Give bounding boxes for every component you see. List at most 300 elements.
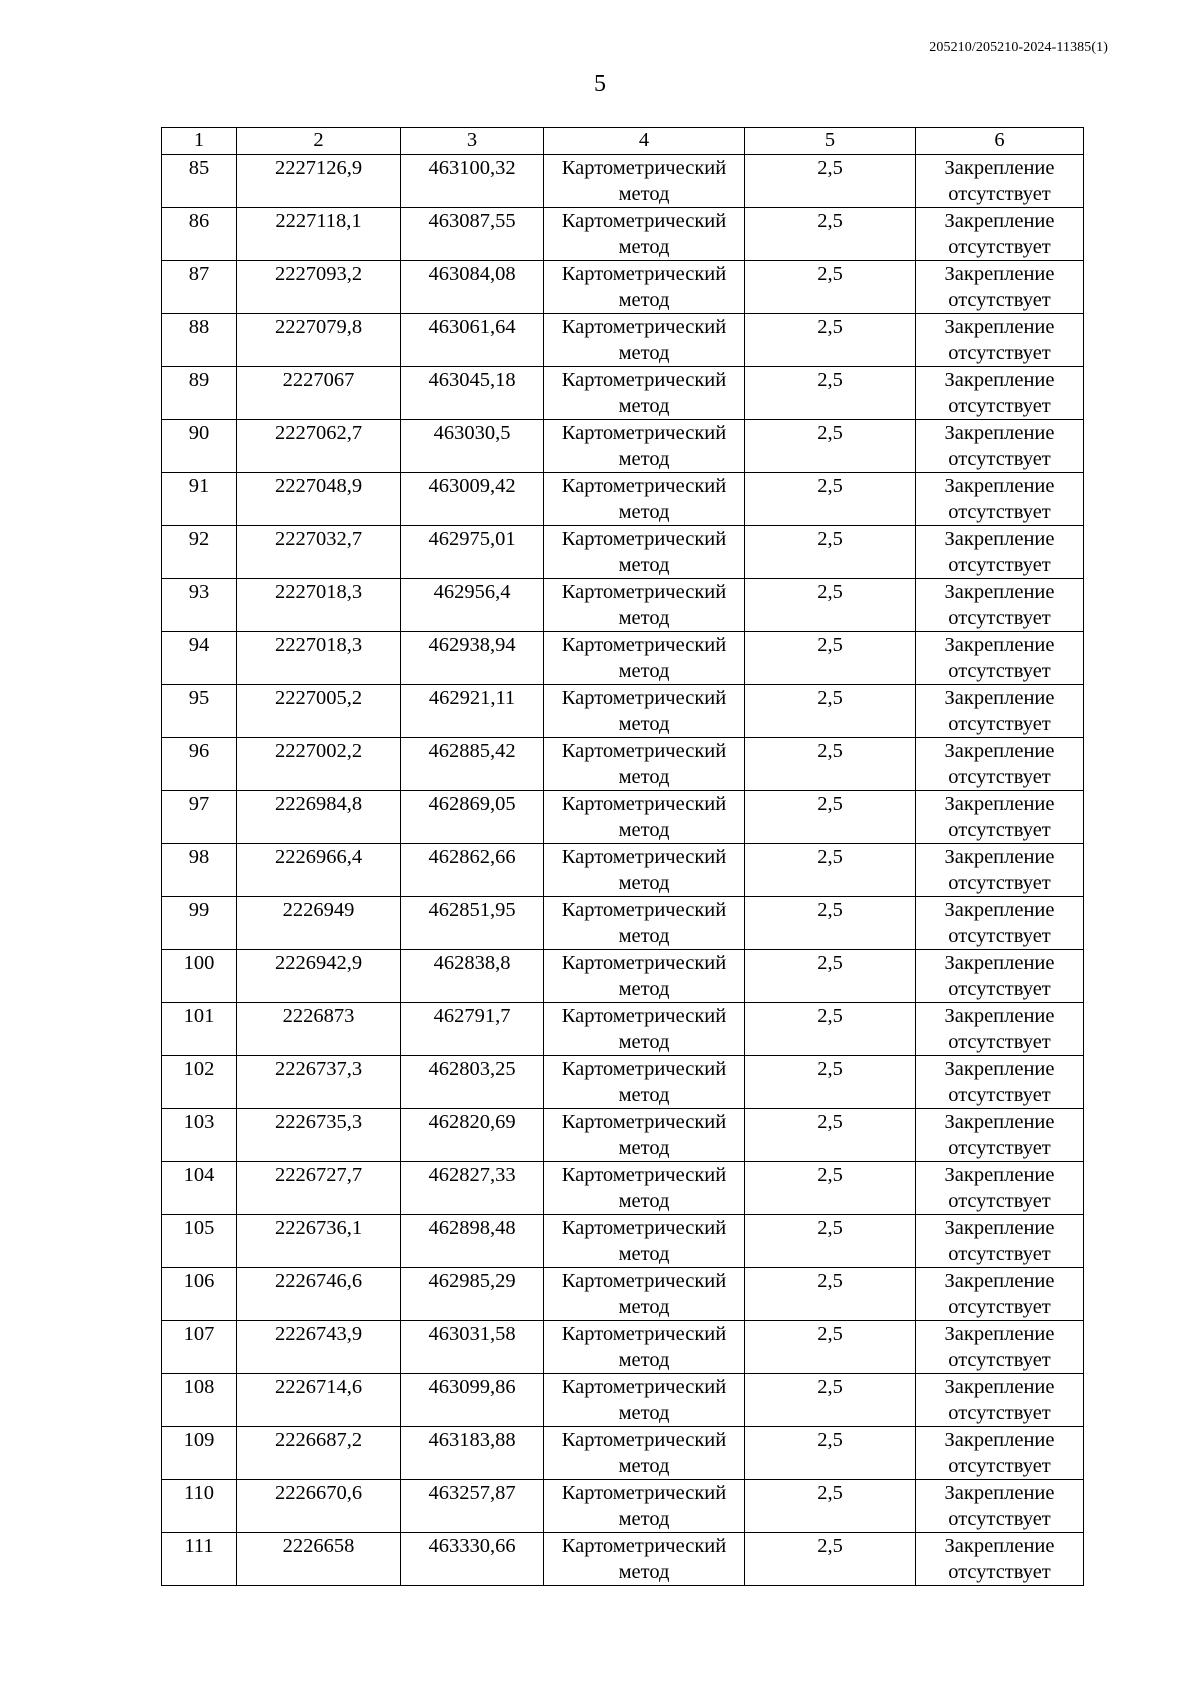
point-number-cell-text: 92	[188, 528, 210, 550]
fixing-description-cell-text: Закрепление отсутствует	[944, 1005, 1055, 1053]
y-coordinate-cell-text: 462803,25	[428, 1058, 516, 1080]
accuracy-cell-text: 2,5	[817, 581, 843, 603]
y-coordinate-cell	[401, 1427, 544, 1480]
y-coordinate-cell	[401, 844, 544, 897]
table-row	[162, 1109, 1084, 1162]
point-number-cell-text: 90	[188, 422, 210, 444]
point-number-cell	[162, 1374, 237, 1427]
table-row	[162, 791, 1084, 844]
fixing-description-cell	[916, 1003, 1084, 1056]
fixing-description-cell-text: Закрепление отсутствует	[944, 1482, 1055, 1530]
column-header: 3	[401, 128, 544, 155]
y-coordinate-cell	[401, 1321, 544, 1374]
table-header	[162, 128, 1084, 155]
x-coordinate-cell-text: 2226873	[282, 1005, 355, 1027]
point-number-cell	[162, 1215, 237, 1268]
accuracy-cell-text: 2,5	[817, 1270, 843, 1292]
accuracy-cell-text: 2,5	[817, 1217, 843, 1239]
document-id: 205210/205210-2024-11385(1)	[929, 40, 1108, 55]
y-coordinate-cell-text: 463084,08	[428, 263, 516, 285]
x-coordinate-cell	[237, 1427, 401, 1480]
point-number-cell-text: 103	[183, 1111, 215, 1133]
point-number-cell	[162, 950, 237, 1003]
y-coordinate-cell	[401, 367, 544, 420]
y-coordinate-cell-text: 462838,8	[433, 952, 511, 974]
y-coordinate-cell-text: 463061,64	[428, 316, 516, 338]
y-coordinate-cell	[401, 579, 544, 632]
method-cell-text: Картометрический метод	[561, 581, 727, 629]
x-coordinate-cell-text: 2227062,7	[274, 422, 363, 444]
method-cell	[544, 685, 745, 738]
point-number-cell	[162, 1003, 237, 1056]
accuracy-cell-text: 2,5	[817, 263, 843, 285]
method-cell-text: Картометрический метод	[561, 369, 727, 417]
y-coordinate-cell	[401, 1533, 544, 1586]
y-coordinate-cell-text: 462938,94	[428, 634, 516, 656]
method-cell-text: Картометрический метод	[561, 263, 727, 311]
x-coordinate-cell	[237, 526, 401, 579]
y-coordinate-cell-text: 462862,66	[428, 846, 516, 868]
point-number-cell-text: 102	[183, 1058, 215, 1080]
x-coordinate-cell	[237, 950, 401, 1003]
y-coordinate-cell	[401, 791, 544, 844]
point-number-cell-text: 86	[188, 210, 210, 232]
table-row	[162, 632, 1084, 685]
point-number-cell-text: 100	[183, 952, 215, 974]
table-row	[162, 1321, 1084, 1374]
fixing-description-cell	[916, 1480, 1084, 1533]
x-coordinate-cell	[237, 155, 401, 208]
table-row	[162, 261, 1084, 314]
fixing-description-cell-text: Закрепление отсутствует	[944, 316, 1055, 364]
y-coordinate-cell	[401, 261, 544, 314]
point-number-cell-text: 98	[188, 846, 210, 868]
table-row	[162, 1374, 1084, 1427]
point-number-cell-text: 91	[188, 475, 210, 497]
method-cell	[544, 1374, 745, 1427]
method-cell	[544, 1480, 745, 1533]
fixing-description-cell	[916, 367, 1084, 420]
method-cell-text: Картометрический метод	[561, 687, 727, 735]
point-number-cell-text: 95	[188, 687, 210, 709]
y-coordinate-cell-text: 462851,95	[428, 899, 516, 921]
point-number-cell	[162, 420, 237, 473]
table-row	[162, 1268, 1084, 1321]
x-coordinate-cell-text: 2226670,6	[274, 1482, 363, 1504]
accuracy-cell-text: 2,5	[817, 369, 843, 391]
accuracy-cell-text: 2,5	[817, 687, 843, 709]
fixing-description-cell-text: Закрепление отсутствует	[944, 793, 1055, 841]
method-cell	[544, 1109, 745, 1162]
method-cell	[544, 1215, 745, 1268]
accuracy-cell	[745, 261, 916, 314]
y-coordinate-cell-text: 463099,86	[428, 1376, 516, 1398]
point-number-cell-text: 97	[188, 793, 210, 815]
accuracy-cell-text: 2,5	[817, 157, 843, 179]
accuracy-cell	[745, 1268, 916, 1321]
method-cell-text: Картометрический метод	[561, 1482, 727, 1530]
accuracy-cell	[745, 155, 916, 208]
method-cell-text: Картометрический метод	[561, 316, 727, 364]
x-coordinate-cell	[237, 579, 401, 632]
x-coordinate-cell-text: 2226942,9	[274, 952, 363, 974]
point-number-cell-text: 85	[188, 157, 210, 179]
method-cell-text: Картометрический метод	[561, 1376, 727, 1424]
x-coordinate-cell-text: 2227079,8	[274, 316, 363, 338]
x-coordinate-cell-text: 2226736,1	[274, 1217, 363, 1239]
fixing-description-cell	[916, 632, 1084, 685]
y-coordinate-cell-text: 463045,18	[428, 369, 516, 391]
x-coordinate-cell	[237, 1480, 401, 1533]
y-coordinate-cell-text: 462827,33	[428, 1164, 516, 1186]
x-coordinate-cell-text: 2226966,4	[274, 846, 363, 868]
point-number-cell-text: 88	[188, 316, 210, 338]
accuracy-cell	[745, 1215, 916, 1268]
y-coordinate-cell	[401, 314, 544, 367]
x-coordinate-cell	[237, 1374, 401, 1427]
y-coordinate-cell-text: 462885,42	[428, 740, 516, 762]
point-number-cell	[162, 1533, 237, 1586]
fixing-description-cell-text: Закрепление отсутствует	[944, 1058, 1055, 1106]
fixing-description-cell	[916, 1321, 1084, 1374]
x-coordinate-cell-text: 2227093,2	[274, 263, 363, 285]
point-number-cell-text: 87	[188, 263, 210, 285]
accuracy-cell	[745, 897, 916, 950]
table-row	[162, 1162, 1084, 1215]
x-coordinate-cell-text: 2227126,9	[274, 157, 363, 179]
fixing-description-cell	[916, 1056, 1084, 1109]
table-row	[162, 844, 1084, 897]
y-coordinate-cell-text: 462985,29	[428, 1270, 516, 1292]
accuracy-cell-text: 2,5	[817, 793, 843, 815]
point-number-cell	[162, 208, 237, 261]
x-coordinate-cell-text: 2226687,2	[274, 1429, 363, 1451]
accuracy-cell	[745, 844, 916, 897]
y-coordinate-cell-text: 462898,48	[428, 1217, 516, 1239]
fixing-description-cell	[916, 950, 1084, 1003]
point-number-cell	[162, 1480, 237, 1533]
x-coordinate-cell-text: 2226984,8	[274, 793, 363, 815]
y-coordinate-cell-text: 463100,32	[428, 157, 516, 179]
point-number-cell-text: 99	[188, 899, 210, 921]
y-coordinate-cell	[401, 1109, 544, 1162]
fixing-description-cell-text: Закрепление отсутствует	[944, 157, 1055, 205]
table-row	[162, 950, 1084, 1003]
fixing-description-cell	[916, 261, 1084, 314]
table-row	[162, 314, 1084, 367]
y-coordinate-cell-text: 462921,11	[428, 687, 516, 709]
table-row	[162, 208, 1084, 261]
method-cell-text: Картометрический метод	[561, 1535, 727, 1583]
method-cell-text: Картометрический метод	[561, 793, 727, 841]
point-number-cell	[162, 155, 237, 208]
fixing-description-cell-text: Закрепление отсутствует	[944, 210, 1055, 258]
fixing-description-cell	[916, 420, 1084, 473]
table-row	[162, 526, 1084, 579]
fixing-description-cell	[916, 1374, 1084, 1427]
table-row	[162, 1533, 1084, 1586]
method-cell	[544, 579, 745, 632]
fixing-description-cell-text: Закрепление отсутствует	[944, 475, 1055, 523]
y-coordinate-cell-text: 463030,5	[433, 422, 511, 444]
x-coordinate-cell	[237, 1533, 401, 1586]
fixing-description-cell-text: Закрепление отсутствует	[944, 369, 1055, 417]
method-cell	[544, 632, 745, 685]
y-coordinate-cell	[401, 738, 544, 791]
table-row	[162, 420, 1084, 473]
y-coordinate-cell	[401, 155, 544, 208]
y-coordinate-cell	[401, 1056, 544, 1109]
point-number-cell	[162, 261, 237, 314]
method-cell	[544, 261, 745, 314]
point-number-cell-text: 96	[188, 740, 210, 762]
method-cell-text: Картометрический метод	[561, 475, 727, 523]
method-cell	[544, 1321, 745, 1374]
accuracy-cell-text: 2,5	[817, 475, 843, 497]
fixing-description-cell	[916, 844, 1084, 897]
point-number-cell	[162, 1056, 237, 1109]
method-cell-text: Картометрический метод	[561, 899, 727, 947]
coordinates-table	[161, 127, 1084, 1586]
fixing-description-cell	[916, 155, 1084, 208]
x-coordinate-cell	[237, 367, 401, 420]
accuracy-cell	[745, 473, 916, 526]
method-cell	[544, 367, 745, 420]
fixing-description-cell	[916, 208, 1084, 261]
method-cell	[544, 1268, 745, 1321]
accuracy-cell-text: 2,5	[817, 1376, 843, 1398]
y-coordinate-cell	[401, 208, 544, 261]
method-cell	[544, 314, 745, 367]
accuracy-cell	[745, 685, 916, 738]
accuracy-cell	[745, 1321, 916, 1374]
x-coordinate-cell-text: 2227002,2	[274, 740, 363, 762]
accuracy-cell-text: 2,5	[817, 1323, 843, 1345]
method-cell-text: Картометрический метод	[561, 634, 727, 682]
point-number-cell	[162, 897, 237, 950]
accuracy-cell	[745, 1109, 916, 1162]
x-coordinate-cell	[237, 1056, 401, 1109]
x-coordinate-cell-text: 2226714,6	[274, 1376, 363, 1398]
fixing-description-cell	[916, 1427, 1084, 1480]
fixing-description-cell	[916, 791, 1084, 844]
y-coordinate-cell	[401, 632, 544, 685]
point-number-cell-text: 107	[183, 1323, 215, 1345]
x-coordinate-cell-text: 2227118,1	[275, 210, 362, 232]
y-coordinate-cell-text: 463009,42	[428, 475, 516, 497]
point-number-cell	[162, 844, 237, 897]
accuracy-cell-text: 2,5	[817, 1111, 843, 1133]
x-coordinate-cell-text: 2227048,9	[274, 475, 363, 497]
method-cell-text: Картометрический метод	[561, 528, 727, 576]
method-cell	[544, 1427, 745, 1480]
point-number-cell-text: 89	[188, 369, 210, 391]
fixing-description-cell-text: Закрепление отсутствует	[944, 1376, 1055, 1424]
accuracy-cell	[745, 367, 916, 420]
point-number-cell	[162, 1427, 237, 1480]
accuracy-cell	[745, 1162, 916, 1215]
point-number-cell	[162, 1162, 237, 1215]
point-number-cell	[162, 314, 237, 367]
y-coordinate-cell	[401, 1374, 544, 1427]
accuracy-cell	[745, 738, 916, 791]
y-coordinate-cell	[401, 685, 544, 738]
x-coordinate-cell	[237, 420, 401, 473]
x-coordinate-cell-text: 2227018,3	[274, 634, 363, 656]
table-row	[162, 1480, 1084, 1533]
x-coordinate-cell	[237, 1215, 401, 1268]
point-number-cell	[162, 1109, 237, 1162]
x-coordinate-cell	[237, 791, 401, 844]
point-number-cell	[162, 473, 237, 526]
x-coordinate-cell-text: 2226737,3	[274, 1058, 363, 1080]
point-number-cell	[162, 526, 237, 579]
fixing-description-cell-text: Закрепление отсутствует	[944, 1429, 1055, 1477]
accuracy-cell-text: 2,5	[817, 316, 843, 338]
y-coordinate-cell	[401, 1003, 544, 1056]
method-cell	[544, 1003, 745, 1056]
method-cell-text: Картометрический метод	[561, 846, 727, 894]
x-coordinate-cell	[237, 738, 401, 791]
column-header: 2	[237, 128, 401, 155]
x-coordinate-cell	[237, 1003, 401, 1056]
fixing-description-cell-text: Закрепление отсутствует	[944, 1270, 1055, 1318]
fixing-description-cell-text: Закрепление отсутствует	[944, 263, 1055, 311]
method-cell	[544, 897, 745, 950]
y-coordinate-cell-text: 463087,55	[428, 210, 516, 232]
method-cell	[544, 155, 745, 208]
method-cell-text: Картометрический метод	[561, 1270, 727, 1318]
fixing-description-cell	[916, 685, 1084, 738]
fixing-description-cell	[916, 526, 1084, 579]
fixing-description-cell-text: Закрепление отсутствует	[944, 1164, 1055, 1212]
x-coordinate-cell	[237, 844, 401, 897]
x-coordinate-cell	[237, 473, 401, 526]
fixing-description-cell-text: Закрепление отсутствует	[944, 899, 1055, 947]
y-coordinate-cell-text: 463257,87	[428, 1482, 516, 1504]
accuracy-cell	[745, 314, 916, 367]
x-coordinate-cell-text: 2226746,6	[274, 1270, 363, 1292]
y-coordinate-cell	[401, 1480, 544, 1533]
x-coordinate-cell	[237, 208, 401, 261]
y-coordinate-cell-text: 462869,05	[428, 793, 516, 815]
point-number-cell-text: 108	[183, 1376, 215, 1398]
method-cell	[544, 1056, 745, 1109]
fixing-description-cell	[916, 1162, 1084, 1215]
method-cell-text: Картометрический метод	[561, 157, 727, 205]
accuracy-cell	[745, 526, 916, 579]
point-number-cell-text: 111	[184, 1535, 214, 1557]
point-number-cell-text: 106	[183, 1270, 215, 1292]
fixing-description-cell	[916, 1533, 1084, 1586]
x-coordinate-cell	[237, 685, 401, 738]
y-coordinate-cell	[401, 526, 544, 579]
accuracy-cell-text: 2,5	[817, 1429, 843, 1451]
fixing-description-cell-text: Закрепление отсутствует	[944, 846, 1055, 894]
accuracy-cell-text: 2,5	[817, 1482, 843, 1504]
method-cell-text: Картометрический метод	[561, 1111, 727, 1159]
x-coordinate-cell	[237, 1321, 401, 1374]
y-coordinate-cell-text: 462956,4	[433, 581, 511, 603]
accuracy-cell	[745, 579, 916, 632]
fixing-description-cell-text: Закрепление отсутствует	[944, 528, 1055, 576]
x-coordinate-cell-text: 2226658	[282, 1535, 355, 1557]
fixing-description-cell	[916, 1215, 1084, 1268]
accuracy-cell-text: 2,5	[817, 846, 843, 868]
x-coordinate-cell	[237, 1109, 401, 1162]
method-cell	[544, 1533, 745, 1586]
x-coordinate-cell-text: 2226727,7	[274, 1164, 363, 1186]
accuracy-cell	[745, 1427, 916, 1480]
column-header: 1	[162, 128, 237, 155]
fixing-description-cell-text: Закрепление отсутствует	[944, 952, 1055, 1000]
x-coordinate-cell	[237, 1268, 401, 1321]
point-number-cell-text: 104	[183, 1164, 215, 1186]
method-cell	[544, 526, 745, 579]
accuracy-cell-text: 2,5	[817, 422, 843, 444]
point-number-cell-text: 101	[183, 1005, 215, 1027]
x-coordinate-cell-text: 2226949	[282, 899, 355, 921]
y-coordinate-cell	[401, 950, 544, 1003]
column-header: 6	[916, 128, 1084, 155]
x-coordinate-cell-text: 2227005,2	[274, 687, 363, 709]
method-cell	[544, 208, 745, 261]
fixing-description-cell-text: Закрепление отсутствует	[944, 687, 1055, 735]
y-coordinate-cell-text: 462975,01	[428, 528, 516, 550]
table-row	[162, 897, 1084, 950]
point-number-cell-text: 94	[188, 634, 210, 656]
header-row	[162, 128, 1084, 155]
table-row	[162, 738, 1084, 791]
table-row	[162, 1427, 1084, 1480]
accuracy-cell-text: 2,5	[817, 740, 843, 762]
x-coordinate-cell	[237, 897, 401, 950]
method-cell-text: Картометрический метод	[561, 1005, 727, 1053]
accuracy-cell-text: 2,5	[817, 1535, 843, 1557]
method-cell	[544, 1162, 745, 1215]
accuracy-cell	[745, 1480, 916, 1533]
y-coordinate-cell	[401, 897, 544, 950]
point-number-cell	[162, 367, 237, 420]
method-cell-text: Картометрический метод	[561, 1217, 727, 1265]
accuracy-cell-text: 2,5	[817, 1005, 843, 1027]
method-cell	[544, 420, 745, 473]
accuracy-cell-text: 2,5	[817, 1164, 843, 1186]
x-coordinate-cell-text: 2226735,3	[274, 1111, 363, 1133]
method-cell-text: Картометрический метод	[561, 1058, 727, 1106]
x-coordinate-cell-text: 2227067	[282, 369, 355, 391]
point-number-cell-text: 109	[183, 1429, 215, 1451]
fixing-description-cell	[916, 579, 1084, 632]
fixing-description-cell-text: Закрепление отсутствует	[944, 1111, 1055, 1159]
fixing-description-cell-text: Закрепление отсутствует	[944, 1217, 1055, 1265]
table-row	[162, 1056, 1084, 1109]
accuracy-cell	[745, 1533, 916, 1586]
x-coordinate-cell-text: 2227032,7	[274, 528, 363, 550]
y-coordinate-cell-text: 463031,58	[428, 1323, 516, 1345]
table-row	[162, 1003, 1084, 1056]
fixing-description-cell	[916, 314, 1084, 367]
table-body	[162, 155, 1084, 1586]
accuracy-cell-text: 2,5	[817, 899, 843, 921]
fixing-description-cell	[916, 738, 1084, 791]
table-row	[162, 579, 1084, 632]
x-coordinate-cell	[237, 261, 401, 314]
method-cell-text: Картометрический метод	[561, 952, 727, 1000]
y-coordinate-cell	[401, 420, 544, 473]
fixing-description-cell-text: Закрепление отсутствует	[944, 1323, 1055, 1371]
point-number-cell	[162, 738, 237, 791]
